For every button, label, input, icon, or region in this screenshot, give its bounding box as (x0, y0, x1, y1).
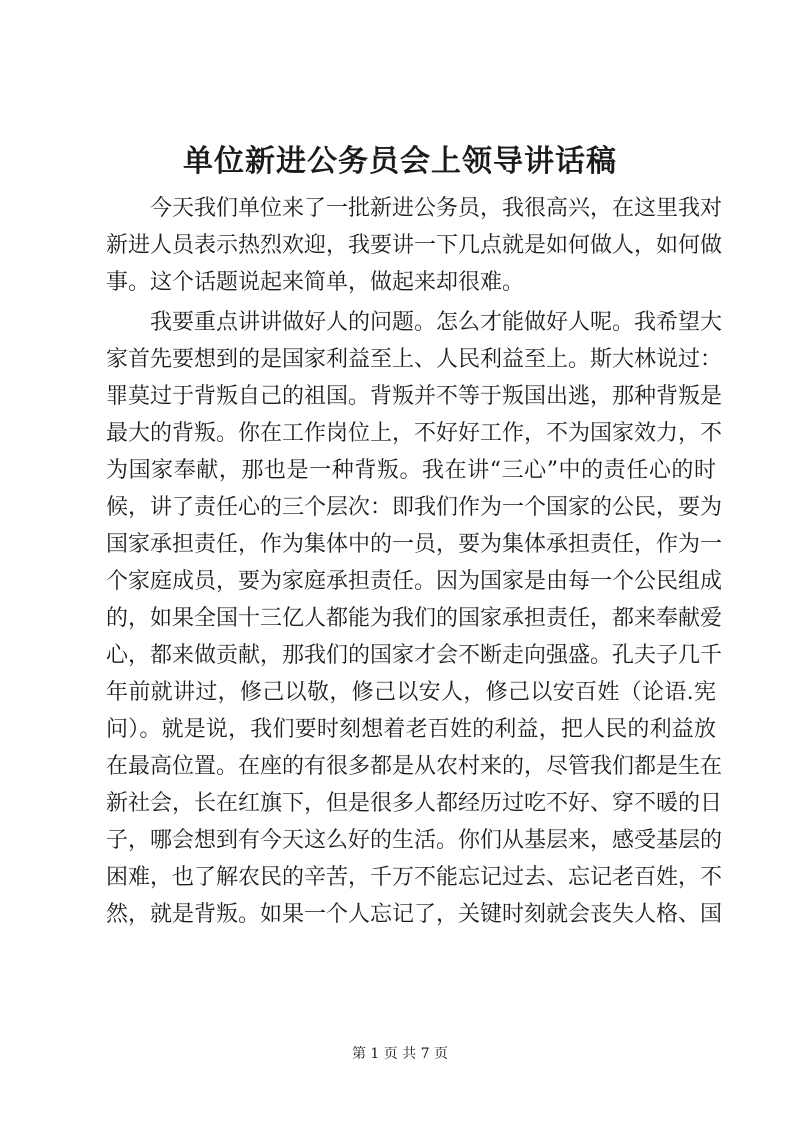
text-line: 罪莫过于背叛自己的祖国。背叛并不等于叛国出逃，那种背叛是 (106, 384, 723, 409)
text-line: 在最高位置。在座的有很多都是从农村来的，尽管我们都是生在 (106, 754, 723, 779)
text-line: 的，如果全国十三亿人都能为我们的国家承担责任，都来奉献爱 (106, 606, 723, 631)
text-line: 新进人员表示热烈欢迎，我要讲一下几点就是如何做人，如何做 (106, 233, 723, 258)
text-line: 子，哪会想到有今天这么好的生活。你们从基层来，感受基层的 (106, 828, 723, 853)
text-line: 事。这个话题说起来简单，做起来却很难。 (106, 270, 525, 295)
text-line: 问）。就是说，我们要时刻想着老百姓的利益，把人民的利益放 (106, 717, 716, 742)
text-line: 困难，也了解农民的辛苦，千万不能忘记过去、忘记老百姓，不 (106, 865, 723, 890)
paragraph-1 (106, 190, 723, 301)
document-body (106, 190, 723, 933)
paragraph-2 (106, 304, 723, 933)
text-line: 今天我们单位来了一批新进公务员，我很高兴，在这里我对 (150, 196, 723, 221)
text-line: 新社会，长在红旗下，但是很多人都经历过吃不好、穿不暖的日 (106, 791, 723, 816)
text-line: 个家庭成员，要为家庭承担责任。因为国家是由每一个公民组成 (106, 569, 723, 594)
text-line: 然，就是背叛。如果一个人忘记了，关键时刻就会丧失人格、国 (106, 902, 723, 927)
text-line: 我要重点讲讲做好人的问题。怎么才能做好人呢。我希望大 (150, 310, 723, 335)
text-line: 家首先要想到的是国家利益至上、人民利益至上。斯大林说过： (106, 347, 723, 372)
text-line: 心，都来做贡献，那我们的国家才会不断走向强盛。孔夫子几千 (106, 643, 723, 668)
document-title: 单位新进公务员会上领导讲话稿 (183, 144, 617, 179)
text-line: 年前就讲过，修己以敬，修己以安人，修己以安百姓（论语.宪 (106, 680, 716, 705)
text-line: 最大的背叛。你在工作岗位上，不好好工作，不为国家效力，不 (106, 421, 723, 446)
text-line: 国家承担责任，作为集体中的一员，要为集体承担责任，作为一 (106, 532, 723, 557)
page-number-footer: 第 1 页 共 7 页 (351, 1046, 449, 1062)
text-line: 为国家奉献，那也是一种背叛。我在讲“三心”中的责任心的时 (106, 458, 716, 483)
text-line: 候，讲了责任心的三个层次：即我们作为一个国家的公民，要为 (106, 495, 723, 520)
